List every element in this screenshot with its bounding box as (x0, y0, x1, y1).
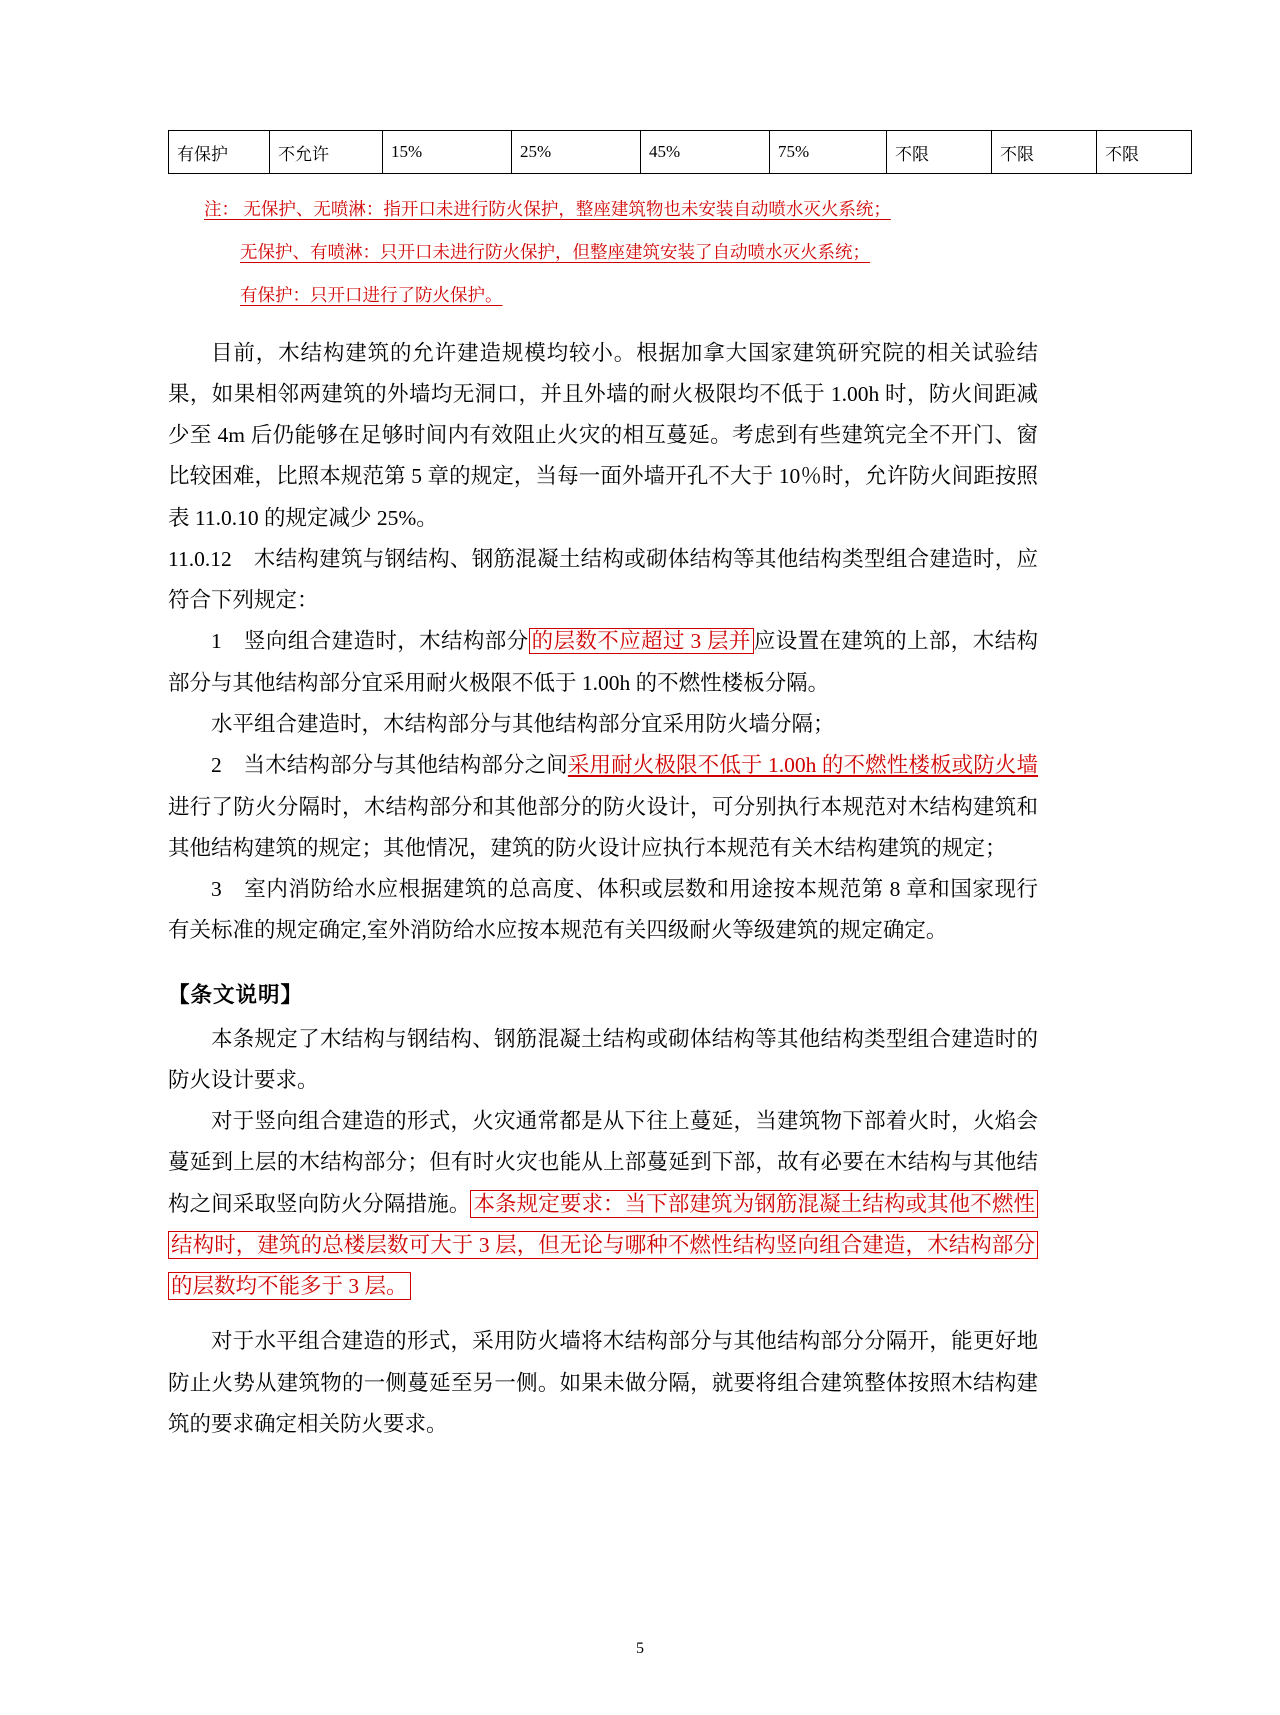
table-cell-value-4: 45% (641, 131, 770, 174)
item-2-text-after: 进行了防火分隔时，木结构部分和其他部分的防火设计，可分别执行本规范对木结构建筑和其他结构建筑的规定；其他情况，建筑的防火设计应执行本规范有关木结构建筑的规定； (168, 794, 1038, 860)
item-1-text-after: 应设置在建筑的上部，木结构部分与其他结构部分宜采用耐火极限不低于 1.00h 的不燃性楼板分隔。 (168, 629, 1038, 695)
explanation-2-text: 对于竖向组合建造的形式，火灾通常都是从下往上蔓延，当建筑物下部着火时，火焰会蔓延到上层的木结构部分；但有时火灾也能从上部蔓延到下部，故有必要在木结构与其他结构之间采取竖向防火分隔措施。 (168, 1109, 1038, 1216)
table-cell-value-8: 不限 (1097, 131, 1192, 174)
page-number: 5 (636, 1640, 644, 1657)
paragraph-item-1 (168, 621, 1038, 704)
table-note-3: 有保护：只开口进行了防火保护。 (240, 284, 503, 305)
explanation-2-highlight: 本条规定要求：当下部建筑为钢筋混凝土结构或其他不燃性结构时，建筑的总楼层数可大于 3 层，但无论与哪种不燃性结构竖向组合建造，木结构部分的层数均不能多于 3 层。 (168, 1190, 1038, 1301)
table-cell-value-3: 25% (512, 131, 641, 174)
table-cell-protection-type: 有保护 (169, 131, 270, 174)
table-cell-value-7: 不限 (992, 131, 1097, 174)
table-row (169, 131, 1192, 174)
section-heading-explanation: 【条文说明】 (168, 982, 304, 1007)
paragraph-horizontal-combination: 水平组合建造时，木结构部分与其他结构部分宜采用防火墙分隔； (211, 712, 835, 737)
table-note-1: 注： 无保护、无喷淋：指开口未进行防火保护，整座建筑物也未安装自动喷水灭火系统； (204, 199, 891, 219)
table-cell-value-1: 不允许 (270, 131, 383, 174)
table-cell-value-5: 75% (770, 131, 887, 174)
paragraph-clause-11-0-12: 11.0.12 木结构建筑与钢结构、钢筋混凝土结构或砌体结构等其他结构类型组合建造时，应符合下列规定： (168, 546, 1038, 613)
item-2-highlight: 采用耐火极限不低于 1.00h 的不燃性楼板或防火墙 (567, 753, 1038, 778)
table-notes (168, 188, 1038, 317)
item-1-highlight: 的层数不应超过 3 层并 (529, 628, 754, 654)
paragraph-explanation-2 (168, 1101, 1038, 1307)
page-content (168, 130, 1139, 1445)
item-2-text-before: 2 当木结构部分与其他结构部分之间 (211, 753, 568, 778)
paragraph-item-2 (168, 745, 1038, 869)
item-1-text-before: 1 竖向组合建造时，木结构部分 (211, 629, 529, 654)
table-cell-value-6: 不限 (887, 131, 992, 174)
paragraph-explanation-1: 本条规定了木结构与钢结构、钢筋混凝土结构或砌体结构等其他结构类型组合建造时的防火设计要求。 (168, 1026, 1038, 1092)
paragraph-item-3: 3 室内消防给水应根据建筑的总高度、体积或层数和用途按本规范第 8 章和国家现行有关标准的规定确定,室外消防给水应按本规范有关四级耐火等级建筑的规定确定。 (168, 877, 1038, 943)
table-note-2: 无保护、有喷淋：只开口未进行防火保护，但整座建筑安装了自动喷水灭火系统； (240, 241, 870, 262)
table-cell-value-2: 15% (383, 131, 512, 174)
fire-protection-table (168, 130, 1192, 174)
paragraph-current-scale: 目前，木结构建筑的允许建造规模均较小。根据加拿大国家建筑研究院的相关试验结果，如果相邻两建筑的外墙均无洞口，并且外墙的耐火极限均不低于 1.00h 时，防火间距减少至 4m 后仍能够在足够时间内有效阻止火灾的相互蔓延。考虑到有些建筑完全不开门、窗比较困难，比照本规范第 5 章的规定，当每一面外墙开孔不大于 10％时，允许防火间距按照表 11.0.10 的规定减少 25%。 (168, 340, 1038, 530)
paragraph-explanation-3: 对于水平组合建造的形式，采用防火墙将木结构部分与其他结构部分分隔开，能更好地防止火势从建筑物的一侧蔓延至另一侧。如果未做分隔，就要将组合建筑整体按照木结构建筑的要求确定相关防火要求。 (168, 1329, 1038, 1436)
